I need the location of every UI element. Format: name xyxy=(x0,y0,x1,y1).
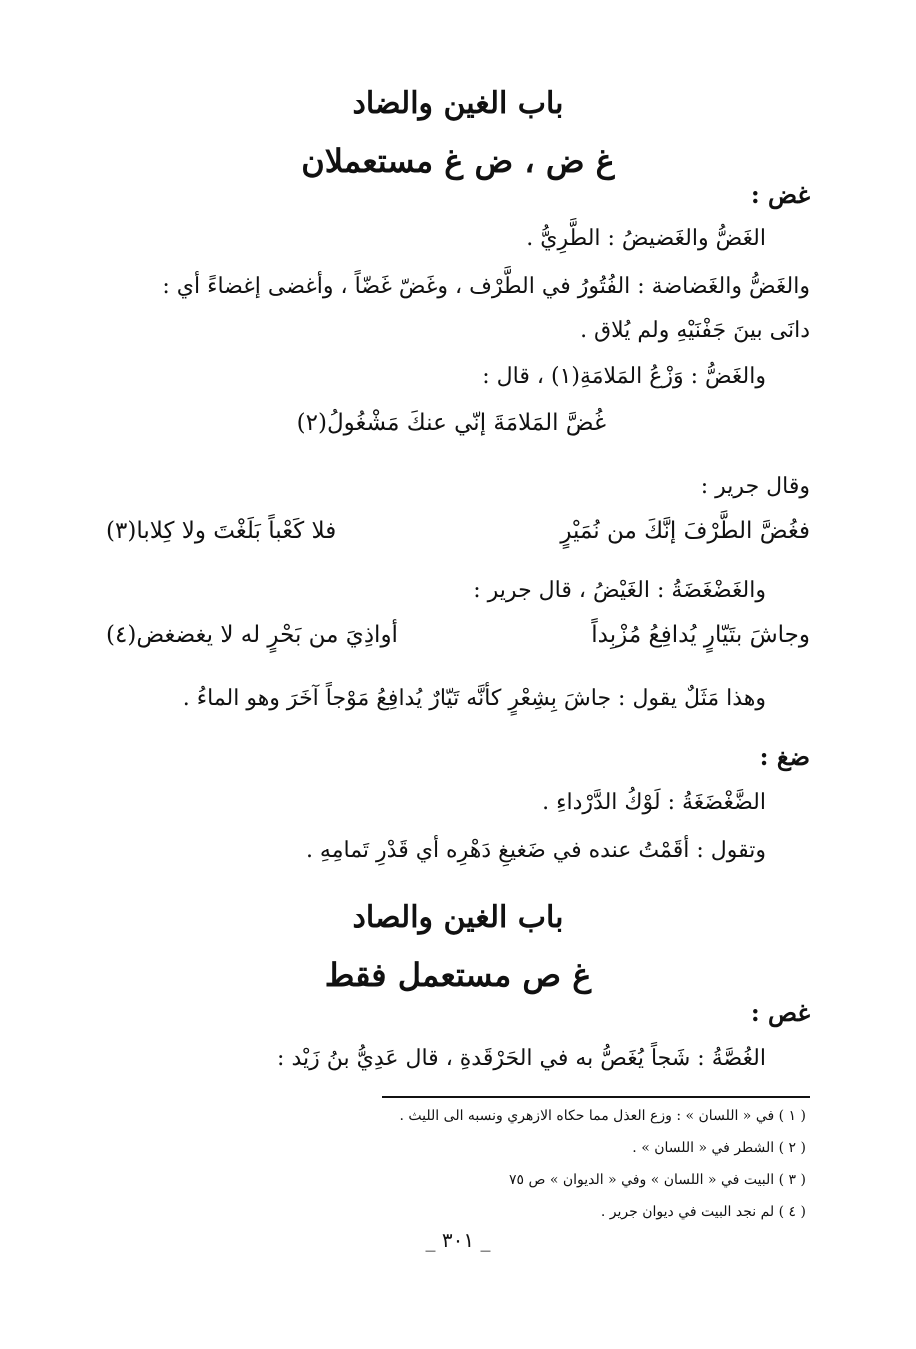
entry-heading-ghd: غض : xyxy=(750,180,810,209)
footnote-divider xyxy=(382,1096,810,1098)
text-line: الغَضُّ والغَضيضُ : الطَّرِيُّ . xyxy=(526,226,766,251)
text-line: والغَضْغَضَةُ : الغَيْضُ ، قال جرير : xyxy=(473,578,766,603)
section-title-ghain-dad: باب الغين والضاد xyxy=(352,86,564,121)
text-line: الغُصَّةُ : شَجاً يُغَصُّ به في الحَرْقَدةِ ، قال عَدِيُّ بنُ زَيْد : xyxy=(277,1046,766,1071)
verse-first-hemistich: فغُضَّ الطَّرْفَ إنَّكَ من نُمَيْرٍ xyxy=(560,518,810,544)
text-line: والغَضُّ والغَضاضة : الفُتُورُ في الطَّرْف ، وغَضّ غَضّاً ، وأغضى إغضاءً أي : xyxy=(162,274,810,299)
footnote: ( ٣ ) البيت في « اللسان » وفي « الديوان » ص ٧٥ xyxy=(508,1172,806,1188)
text-line: وهذا مَثَلٌ يقول : جاشَ بِشِعْرٍ كأنَّه تَيّارٌ يُدافِعُ مَوْجاً آخَرَ وهو الماءُ . xyxy=(182,686,766,711)
section-subtitle-ghain-sad: غ ص مستعمل فقط xyxy=(324,956,592,994)
page-number: _ ٣٠١ _ xyxy=(425,1228,491,1252)
verse-first-hemistich: وجاشَ بتَيّارٍ يُدافِعُ مُزْبِداً xyxy=(591,622,810,648)
entry-heading-ghs: غص : xyxy=(750,998,810,1027)
verse-second-hemistich: أواذِيَ من بَحْرٍ له لا يغضغض(٤) xyxy=(106,622,398,648)
footnote: ( ١ ) في « اللسان » : وزع العذل مما حكاه الازهري ونسبه الى الليث . xyxy=(399,1108,806,1124)
text-line: الضَّغْضَغَةُ : لَوْكُ الدَّرْداءِ . xyxy=(542,790,766,815)
footnote: ( ٢ ) الشطر في « اللسان » . xyxy=(632,1140,806,1156)
verse-line: غُضَّ المَلامَةَ إنّي عنكَ مَشْغُولُ(٢) xyxy=(296,410,606,436)
section-subtitle-ghain-dad: غ ض ، ض غ مستعملان xyxy=(301,142,615,180)
text-line: والغَضُّ : وَزْعُ المَلامَةِ(١) ، قال : xyxy=(482,364,766,389)
entry-heading-dgh: ضغ : xyxy=(759,742,810,771)
section-title-ghain-sad: باب الغين والصاد xyxy=(352,900,564,935)
footnote: ( ٤ ) لم نجد البيت في ديوان جرير . xyxy=(600,1204,806,1220)
text-line: دانَى بينَ جَفْنَيْهِ ولم يُلاق . xyxy=(580,318,810,343)
verse-second-hemistich: فلا كَعْباً بَلَغْتَ ولا كِلابا(٣) xyxy=(106,518,337,544)
text-line: وتقول : أقَمْتُ عنده في ضَغيغِ دَهْرِه أي قَدْرِ تَمامِهِ . xyxy=(305,838,766,863)
text-line: وقال جرير : xyxy=(700,474,810,499)
